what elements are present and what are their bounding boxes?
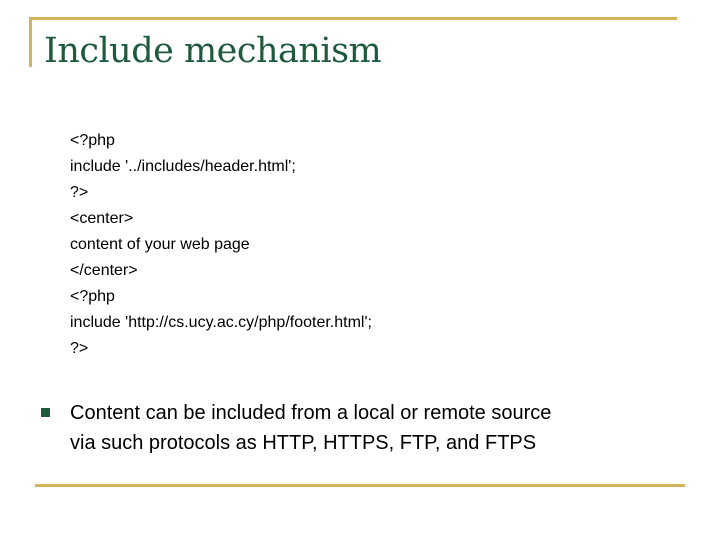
code-line: </center> — [70, 262, 138, 279]
bullet-text — [70, 398, 670, 458]
code-line: include '../includes/header.html'; — [70, 158, 296, 175]
bullet-text-line: via such protocols as HTTP, HTTPS, FTP, and FTPS — [70, 432, 537, 454]
code-line: <?php — [70, 288, 115, 305]
code-line: <?php — [70, 132, 115, 149]
frame-bottom-rule — [35, 484, 685, 487]
frame-top-rule — [29, 17, 677, 20]
code-line: ?> — [70, 340, 89, 357]
slide-title: Include mechanism — [44, 31, 382, 71]
code-line: include 'http://cs.ucy.ac.cy/php/footer.html'; — [70, 314, 372, 331]
code-line: <center> — [70, 210, 134, 227]
code-line: content of your web page — [70, 236, 250, 253]
square-bullet-icon — [41, 408, 50, 417]
bullet-text-line: Content can be included from a local or remote source — [70, 402, 552, 424]
code-block — [70, 128, 372, 362]
frame-left-rule — [29, 17, 32, 67]
code-line: ?> — [70, 184, 89, 201]
